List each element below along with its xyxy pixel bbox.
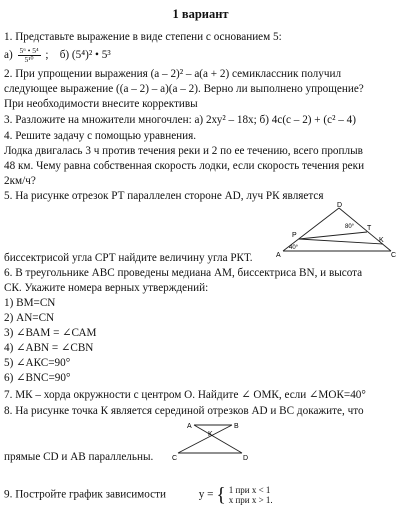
task-1-text: 1. Представьте выражение в виде степени с основанием 5: (4, 31, 282, 43)
task-9-row-2: x при x > 1. (228, 495, 273, 505)
task-2-line-2: следующее выражение ((а – 2) – а)(а – 2). Верно ли выполнено упрощение? (4, 83, 364, 95)
task-9-piecewise (199, 485, 273, 505)
task-5-figure (275, 200, 399, 258)
task-8-line-1: 8. На рисунке точка К является серединой отрезков АD и ВС докажите, что (4, 405, 364, 417)
task-1-a-label: а) (4, 49, 13, 62)
label-a: A (276, 252, 281, 258)
task-2-line-1: 2. При упрощении выражения (а – 2)² – а(а + 2) семиклассник получил (4, 68, 342, 80)
task-8-line-2: прямые СD и АВ параллельны. (4, 451, 154, 463)
task-1-a-fraction (18, 47, 41, 64)
task-1-a-numerator: 5⁶ • 5⁴ (19, 46, 39, 55)
task-7-text: 7. МК – хорда окружности с центром О. Найдите ∠ ОМК, если ∠МОК=40° (4, 389, 366, 401)
ray-pk (299, 239, 383, 244)
task-6-item-4: 4) ∠АВN = ∠СВN (4, 342, 94, 354)
task-9-lhs: y = (198, 488, 214, 501)
label-a: A (187, 423, 192, 430)
task-4-line-1: 4. Решите задачу с помощью уравнения. (4, 130, 197, 142)
label-k: K (208, 431, 213, 438)
task-3-text: 3. Разложите на множители многочлен: а) 2ху² – 18х; б) 4с(с – 2) + (с² – 4) (4, 114, 356, 126)
task-1-b-expression: б) (5⁴)² • 5³ (59, 49, 111, 62)
task-5-line-1: 5. На рисунке отрезок РТ параллелен стороне АD, луч РК является (4, 190, 324, 202)
task-6-item-6: 6) ∠ВNС=90° (4, 372, 71, 384)
angle-80: 80° (345, 224, 355, 230)
label-c: C (172, 455, 178, 462)
angle-40: 40° (289, 245, 299, 251)
task-1-a-denominator: 5¹⁰ (24, 55, 34, 64)
task-6-line-1: 6. В треугольнике АВС проведены медиана АМ, биссектриса ВN, и высота (4, 267, 363, 279)
task-9-row-1: 1 при x < 1 (228, 485, 271, 495)
label-p: P (292, 232, 297, 239)
task-9-rows (229, 485, 273, 505)
label-t: T (367, 225, 372, 232)
task-4-line-3: 48 км. Чему равна собственная скорость лодки, если скорость течения реки (4, 160, 365, 172)
label-d: D (337, 202, 343, 209)
task-9-text: 9. Постройте график зависимости (4, 488, 166, 501)
task-4-line-2: Лодка двигалась 3 ч против течения реки и 2 по ее течению, всего проплыв (4, 145, 363, 157)
task-9-line (4, 485, 273, 505)
task-6-item-2: 2) АN=СN (4, 312, 55, 324)
task-6-item-1: 1) ВМ=СN (4, 297, 56, 309)
brace-glyph: { (216, 484, 226, 506)
task-4-line-4: 2км/ч? (4, 175, 36, 187)
segment-pt (299, 232, 367, 239)
task-6-item-3: 3) ∠ВАМ = ∠САМ (4, 327, 97, 339)
task-1-options: а) $\frac{\text{5⁶ • 5⁴}}{\text{5¹⁰}}$ ; б) (5⁴)² • 5³ (4, 46, 111, 64)
task-6-line-2: СК. Укажите номера верных утверждений: (4, 282, 209, 294)
label-k: K (379, 237, 384, 244)
label-b: B (234, 423, 239, 430)
label-d: D (243, 455, 249, 462)
label-c: C (391, 252, 397, 258)
task-5-line-2: биссектрисой угла СРТ найдите величину угла РКТ. (4, 252, 253, 264)
variant-title: 1 вариант (172, 7, 229, 21)
task-8-figure (172, 420, 252, 462)
task-6-item-5: 5) ∠АКС=90° (4, 357, 71, 369)
task-2-line-3: При необходимости внесите коррективы (4, 98, 198, 110)
